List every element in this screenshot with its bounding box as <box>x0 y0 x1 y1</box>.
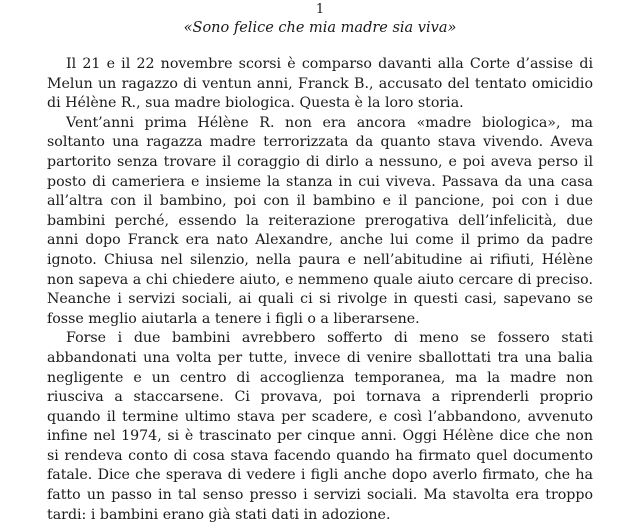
paragraph-3: Forse i due bambini avrebbero sofferto di meno se fossero stati abbandonati una volta per tutte, invece di venire sballottati tra una balia negligente e un centro di accoglienza temporanea, ma la madre non riusciva a staccarsene. Ci provava, poi tornava a riprenderli proprio quando il termine ultimo stava per scadere, e così l’abbandono, avvenuto infine nel 1974, si è trascinato per cinque anni. Oggi Hélène dice che non si rendeva conto di cosa stava facendo quando ha firmato quel documento fatale. Dice che sperava di vedere i figli anche dopo averlo firmato, che ha fatto un passo in tal senso presso i servizi sociali. Ma stavolta era troppo tardi: i bambini erano già stati dati in adozione. <box>47 330 593 523</box>
body-text <box>47 55 593 525</box>
paragraph-1: Il 21 e il 22 novembre scorsi è comparso davanti alla Corte d’assise di Melun un ragazzo di ventun anni, Franck B., accusato del tentato omicidio di Hélène R., sua madre biologica. Questa è la loro storia. <box>47 56 593 112</box>
chapter-number: 1 <box>315 2 325 17</box>
paragraph-2: Vent’anni prima Hélène R. non era ancora «madre biologica», ma soltanto una ragazza madre terrorizzata da quanto stava vivendo. Aveva partorito senza trovare il coraggio di dirlo a nessuno, e poi aveva perso il posto di cameriera e insieme la stanza in cui viveva. Passava da una casa all’altra con il bambino, poi con il bambino e il pancione, poi con i due bambini perché, essendo la reiterazione prerogativa dell’infelicità, due anni dopo Franck era nato Alexandre, anche lui come il primo da padre ignoto. Chiusa nel silenzio, nella paura e nell’abitudine ai rifiuti, Hélène non sapeva a chi chiedere aiuto, e nemmeno quale aiuto cercare di preciso. Neanche i servizi sociali, ai quali ci si rivolge in questi casi, sapevano se fosse meglio aiutarla a tenere i figli o a liberarsene. <box>47 114 593 327</box>
chapter-title: «Sono felice che mia madre sia viva» <box>183 20 457 36</box>
